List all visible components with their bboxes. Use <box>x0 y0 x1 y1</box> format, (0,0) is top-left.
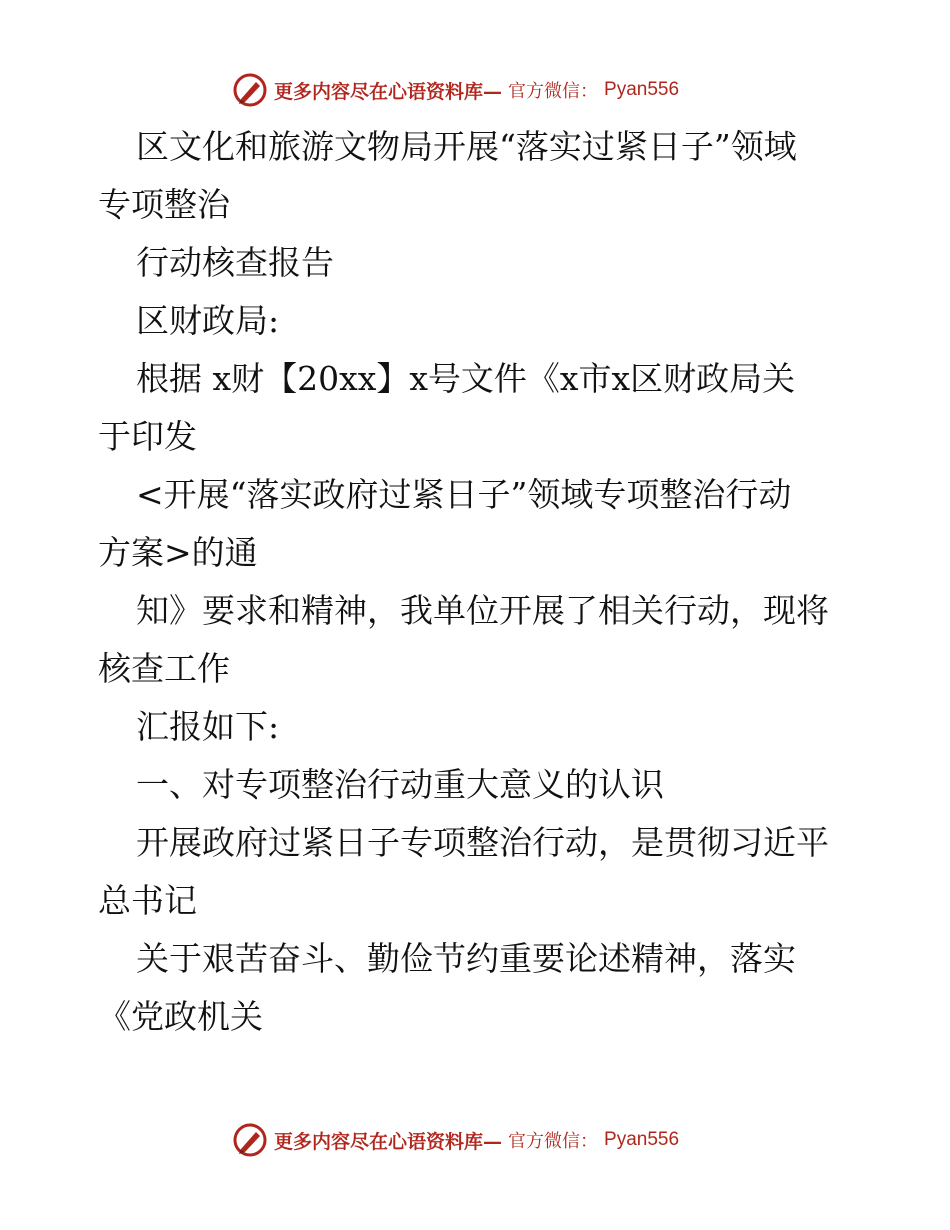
section-heading: 一、对专项整治行动重大意义的认识 <box>136 765 664 804</box>
header-banner <box>232 70 732 110</box>
banner-text: 更多内容尽在心语资料库— <box>274 1130 503 1153</box>
document-body <box>98 118 858 1046</box>
banner-text: 更多内容尽在心语资料库— <box>274 80 503 103</box>
paragraph-line: 开展政府过紧日子专项整治行动，是贯彻习近平 <box>136 823 829 862</box>
paragraph-line: 知》要求和精神，我单位开展了相关行动，现将 <box>136 591 829 630</box>
paragraph-line: <开展“落实政府过紧日子”领域专项整治行动 <box>136 475 792 514</box>
paragraph-line: 根据 x财【20xx】x号文件《x市x区财政局关 <box>136 359 796 398</box>
footer-banner <box>232 1120 732 1160</box>
title-line-3: 行动核查报告 <box>136 243 334 282</box>
wechat-label: 官方微信： <box>508 1131 599 1152</box>
addressee: 区财政局: <box>136 301 280 340</box>
paragraph-line: 关于艰苦奋斗、勤俭节约重要论述精神，落实 <box>136 939 796 978</box>
pen-logo-icon <box>232 1122 268 1158</box>
title-line-2: 专项整治 <box>98 185 230 224</box>
title-line-1: 区文化和旅游文物局开展“落实过紧日子”领域 <box>136 127 797 166</box>
wechat-id: Pyan556 <box>604 79 680 100</box>
paragraph-line: 核查工作 <box>98 649 230 688</box>
paragraph-line: 于印发 <box>98 417 197 456</box>
paragraph-line: 《党政机关 <box>98 997 263 1036</box>
wechat-id: Pyan556 <box>604 1129 680 1150</box>
paragraph-line: 方案>的通 <box>98 533 258 572</box>
wechat-label: 官方微信： <box>508 81 599 102</box>
paragraph-line: 总书记 <box>98 881 197 920</box>
pen-logo-icon <box>232 72 268 108</box>
paragraph-line: 汇报如下: <box>136 707 280 746</box>
